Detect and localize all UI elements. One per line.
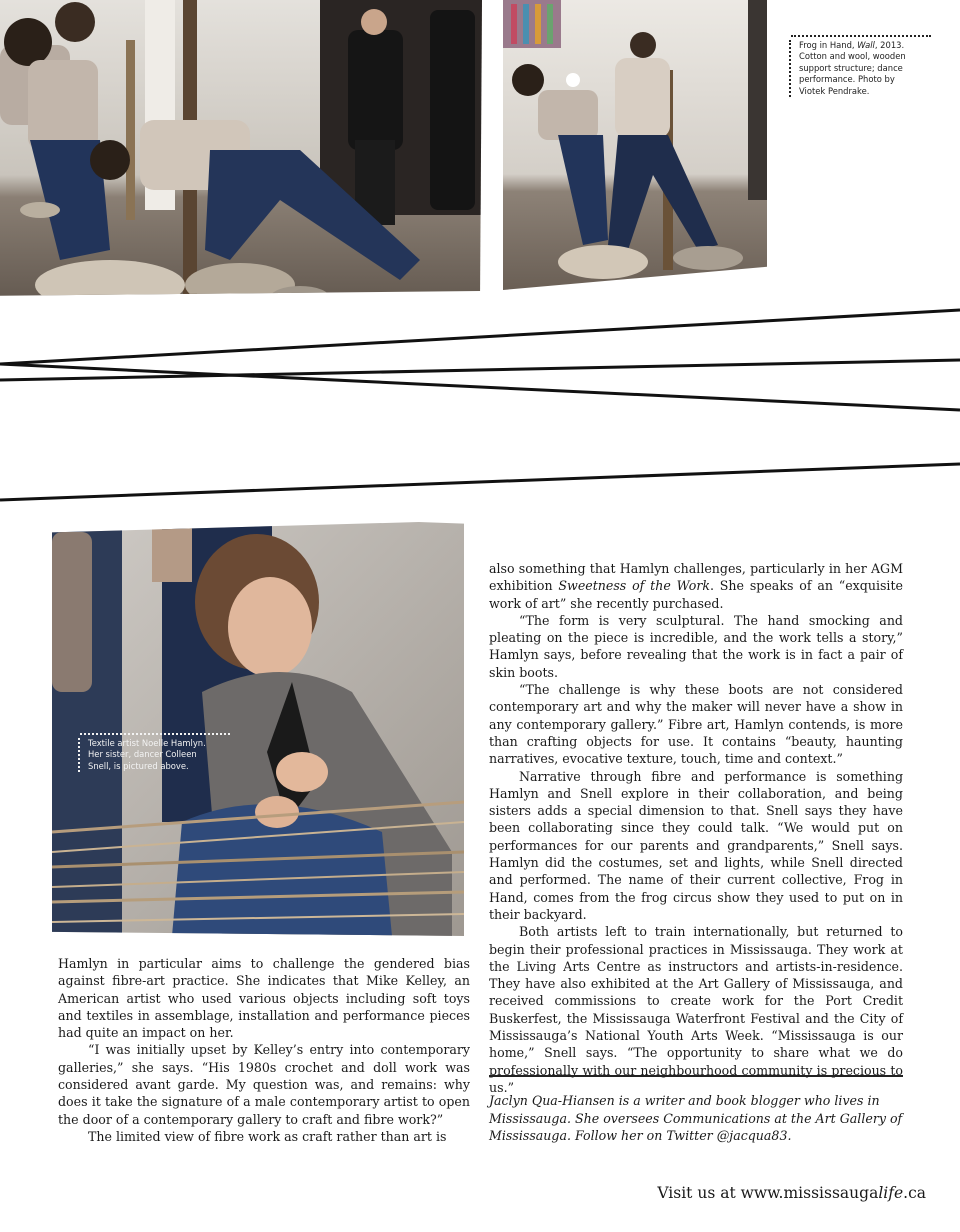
- footer-suffix: .ca: [903, 1184, 926, 1202]
- article-paragraph: The limited view of fibre work as craft rather than art is: [88, 1128, 447, 1144]
- article-text: also something that Hamlyn challenges, particularly in her AGM exhibition: [489, 561, 903, 594]
- photo-dancers-stones: [0, 0, 482, 318]
- caption-portrait-text: Textile artist Noelle Hamlyn. Her sister, dancer Colleen Snell, is pictured above.: [88, 738, 206, 771]
- article-paragraph: [489, 560, 903, 612]
- caption-top-suffix: , 2013. Cotton and wool, wooden support structure; dance performance. Photo by Viotek Pendrake.: [799, 40, 906, 96]
- article-column-left: [58, 955, 470, 1145]
- exhibition-title: Sweetness of the Work: [558, 578, 710, 594]
- caption-top-title: Wall: [857, 40, 875, 50]
- dancer-reaching-photo-icon: [503, 0, 767, 290]
- diagonal-line-1: [0, 310, 960, 364]
- article-paragraph: Hamlyn in particular aims to challenge the gendered bias against fibre-art practice. She indicates that Mike Kelley, an American artist who used various objects including soft toys and textiles in assemblage, installation and performance pieces had quite an impact on her.: [58, 956, 470, 1041]
- article-paragraph: “I was initially upset by Kelley’s entry into contemporary galleries,” she says. “His 1980s crochet and doll work was considered avant garde. My question was, and remains: why does it take the signature of a male contemporary artist to open the door of a contemporary gallery to craft and fibre work?”: [58, 1042, 470, 1127]
- textile-artist-photo-icon: [52, 522, 464, 936]
- photo-caption-portrait: [78, 738, 218, 772]
- article-paragraph: “The form is very sculptural. The hand smocking and pleating on the piece is incredible, and the work tells a story,” Hamlyn says, before revealing that the work is in fact a pair of skin boots.: [489, 612, 903, 680]
- bio-divider: [489, 1075, 903, 1077]
- photo-dancer-reaching: [503, 0, 767, 290]
- footer-prefix: Visit us at www.mississauga: [657, 1184, 879, 1202]
- article-paragraph: “The challenge is why these boots are not considered contemporary art and why the maker will never have a show in any contemporary gallery.” Fibre art, Hamlyn contends, is more than crafting objects for use. It contains “beauty, haunting narratives, evocative texture, touch, time and context.”: [489, 682, 903, 767]
- article-column-right: [489, 560, 903, 1096]
- author-bio: Jaclyn Qua-Hiansen is a writer and book blogger who lives in Mississauga. She oversees Communications at the Art Gallery of Mississauga. Follow her on Twitter @jacqua83.: [489, 1093, 903, 1143]
- caption-dotted-rule: [80, 733, 230, 735]
- article-paragraph: Both artists left to train internationally, but returned to begin their professional practices in Mississauga. They work at the Living Arts Centre as instructors and artists-in-residence. They have also exhibited at the Art Gallery of Mississauga, and received commissions to create work for the Port Credit Buskerfest, the Mississauga Waterfront Festival and the City of Mississauga’s National Youth Arts Week. “Mississauga is our home,” Snell says. “The opportunity to share what we do professionally with our neighbourhood community is precious to us.”: [489, 924, 903, 1095]
- footer-website[interactable]: [657, 1184, 926, 1202]
- caption-dotted-rule: [791, 35, 931, 37]
- caption-top-prefix: Frog in Hand,: [799, 40, 858, 50]
- article-text: . She speaks of an “exquisite work of art” she recently purchased.: [489, 578, 903, 611]
- diagonal-line-4: [0, 464, 960, 500]
- footer-life: life: [878, 1184, 904, 1202]
- diagonal-decorative-lines: [0, 300, 960, 510]
- dancers-stones-photo-icon: [0, 0, 482, 318]
- photo-textile-artist: [52, 522, 464, 936]
- article-paragraph: Narrative through fibre and performance is something Hamlyn and Snell explore in their collaboration, and being sisters adds a special dimension to that. Snell says they have been collaborating since they could talk. “We would put on performances for our parents and grandparents,” Snell says. Hamlyn did the costumes, set and lights, while Snell directed and performed. The name of their current collective, Frog in Hand, comes from the frog circus show they used to put on in their backyard.: [489, 768, 903, 922]
- photo-caption-top: [789, 40, 919, 97]
